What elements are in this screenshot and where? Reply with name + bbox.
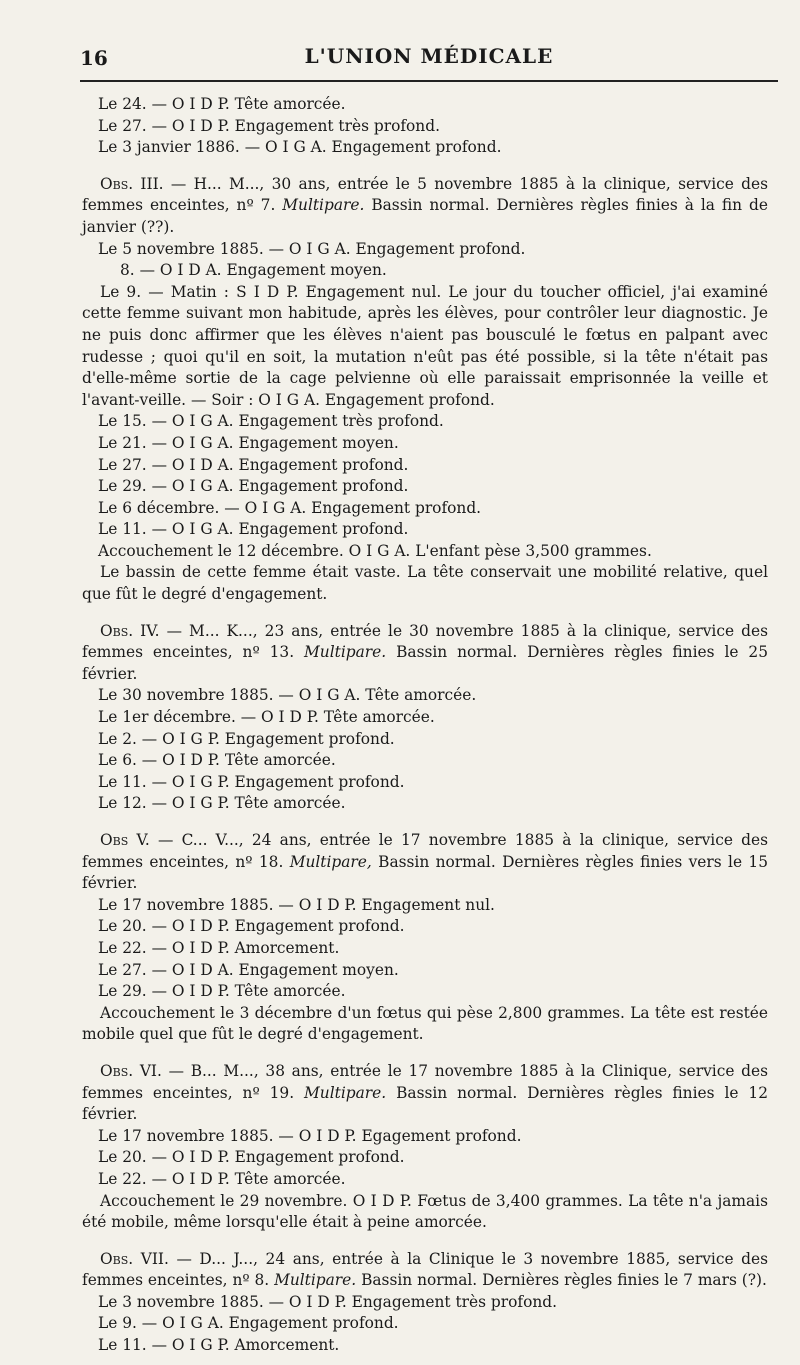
- entry-line: Le 11. — O I G P. Engagement profond.: [98, 772, 405, 791]
- observation-intro: Obs. IV. — M... K..., 23 ans, entrée le 30 novembre 1885 à la clinique, service des femmes enceintes, nº 13. Multipare. Bassin normal. Dernières règles finies le 25 février.: [82, 621, 769, 683]
- entry-line: 8. — O I D A. Engagement moyen.: [120, 261, 387, 280]
- observation-7: [82, 1249, 768, 1357]
- entry-line: Le 29. — O I D P. Tête amorcée.: [98, 982, 346, 1001]
- entry-line: Le 11. — O I G A. Engagement profond.: [98, 520, 409, 539]
- observation-5: [82, 830, 768, 1046]
- observation-intro: Obs V. — C... V..., 24 ans, entrée le 17 novembre 1885 à la clinique, service des femmes enceintes, nº 18. Multipare, Bassin normal. Dernières règles finies vers le 15 février.: [82, 831, 768, 893]
- entry-line: Le 22. — O I D P. Amorcement.: [98, 938, 340, 957]
- entry-line: Le 21. — O I G A. Engagement moyen.: [98, 433, 399, 452]
- entry-line: Le 20. — O I D P. Engagement profond.: [98, 1148, 405, 1167]
- entry-line: Le 2. — O I G P. Engagement profond.: [98, 729, 395, 748]
- entry-line: Le 5 novembre 1885. — O I G A. Engagement profond.: [98, 239, 526, 258]
- entry-line: Le 27. — O I D A. Engagement moyen.: [98, 960, 399, 979]
- entry-line: Le 3 novembre 1885. — O I D P. Engagement très profond.: [98, 1292, 558, 1311]
- entry-line: Accouchement le 12 décembre. O I G A. L'enfant pèse 3,500 grammes.: [98, 541, 652, 560]
- article-body: [82, 94, 768, 1357]
- entry-line: Le 9. — O I G A. Engagement profond.: [98, 1314, 399, 1333]
- page-number: 16: [80, 46, 108, 70]
- observation-label: Obs. IV.: [100, 621, 160, 640]
- observation-label: Obs. VI.: [100, 1061, 162, 1080]
- observation-paragraph: Le 9. — Matin : S I D P. Engagement nul. Le jour du toucher officiel, j'ai examiné cette femme suivant mon habitude, après les élèves, pour contrôler leur diagnostic. Je ne puis donc affirmer que les élèves n'aient pas bousculé le fœtus en palpant avec rudesse ; quoi qu'il en soit, la mutation n'eût pas été possible, si la tête n'était pas d'elle-même sortie de la cage pelvienne où elle paraissait emprisonnée la veille et l'avant-veille. — Soir : O I G A. Engagement profond.: [82, 282, 768, 409]
- observation-label: Obs V.: [100, 831, 150, 849]
- entry-line: Le 27. — O I D P. Engagement très profond.: [98, 116, 440, 135]
- observation-conclusion: Le bassin de cette femme était vaste. La tête conservait une mobilité relative, quel que fût le degré d'engagement.: [82, 563, 768, 604]
- entry-line: Le 27. — O I D A. Engagement profond.: [98, 455, 409, 474]
- journal-title: L'UNION MÉDICALE: [304, 44, 554, 68]
- entry-line: Le 20. — O I D P. Engagement profond.: [98, 917, 405, 936]
- observation-6: [82, 1061, 768, 1234]
- observation-intro: Obs. III. — H... M..., 30 ans, entrée le 5 novembre 1885 à la clinique, service des femmes enceintes, nº 7. Multipare. Bassin normal. Dernières règles finies à la fin de janvier (??).: [82, 174, 769, 236]
- observation-conclusion: Accouchement le 3 décembre d'un fœtus qui pèse 2,800 grammes. La tête est restée mobile quel que fût le degré d'engagement.: [82, 1003, 768, 1044]
- entry-line: Le 11. — O I G P. Amorcement.: [98, 1336, 340, 1355]
- entry-line: Le 6 décembre. — O I G A. Engagement profond.: [98, 498, 482, 517]
- entry-line: Le 17 novembre 1885. — O I D P. Egagement profond.: [98, 1126, 522, 1145]
- observation-intro: Obs. VII. — D... J..., 24 ans, entrée à la Clinique le 3 novembre 1885, service des femmes enceintes, nº 8. Multipare. Bassin normal. Dernières règles finies le 7 mars (?).: [82, 1249, 768, 1290]
- entry-line: Le 3 janvier 1886. — O I G A. Engagement profond.: [98, 138, 502, 157]
- observation-label: Obs. III.: [100, 174, 164, 193]
- page-header: [80, 40, 778, 82]
- observation-label: Obs. VII.: [100, 1249, 169, 1268]
- entry-line: Le 30 novembre 1885. — O I G A. Tête amorcée.: [98, 686, 477, 705]
- entry-line: Le 6. — O I D P. Tête amorcée.: [98, 751, 336, 770]
- entry-line: Le 22. — O I D P. Tête amorcée.: [98, 1169, 346, 1188]
- observation-3: [82, 174, 768, 606]
- observation-4: [82, 621, 768, 815]
- entry-line: Le 24. — O I D P. Tête amorcée.: [98, 95, 346, 113]
- entry-line: Le 1er décembre. — O I D P. Tête amorcée.: [98, 708, 435, 727]
- entry-line: Le 12. — O I G P. Tête amorcée.: [98, 794, 346, 813]
- entry-line: Le 15. — O I G A. Engagement très profond.: [98, 412, 444, 431]
- entry-line: Le 17 novembre 1885. — O I D P. Engagement nul.: [98, 895, 495, 914]
- entry-line: Le 29. — O I G A. Engagement profond.: [98, 477, 409, 496]
- observation-intro: Obs. VI. — B... M..., 38 ans, entrée le 17 novembre 1885 à la Clinique, service des femmes enceintes, nº 19. Multipare. Bassin normal. Dernières règles finies le 12 février.: [82, 1061, 769, 1124]
- observation-conclusion: Accouchement le 29 novembre. O I D P. Fœtus de 3,400 grammes. La tête n'a jamais été mobile, même lorsqu'elle était à peine amorcée.: [82, 1191, 768, 1232]
- obs2-tail: [82, 94, 768, 159]
